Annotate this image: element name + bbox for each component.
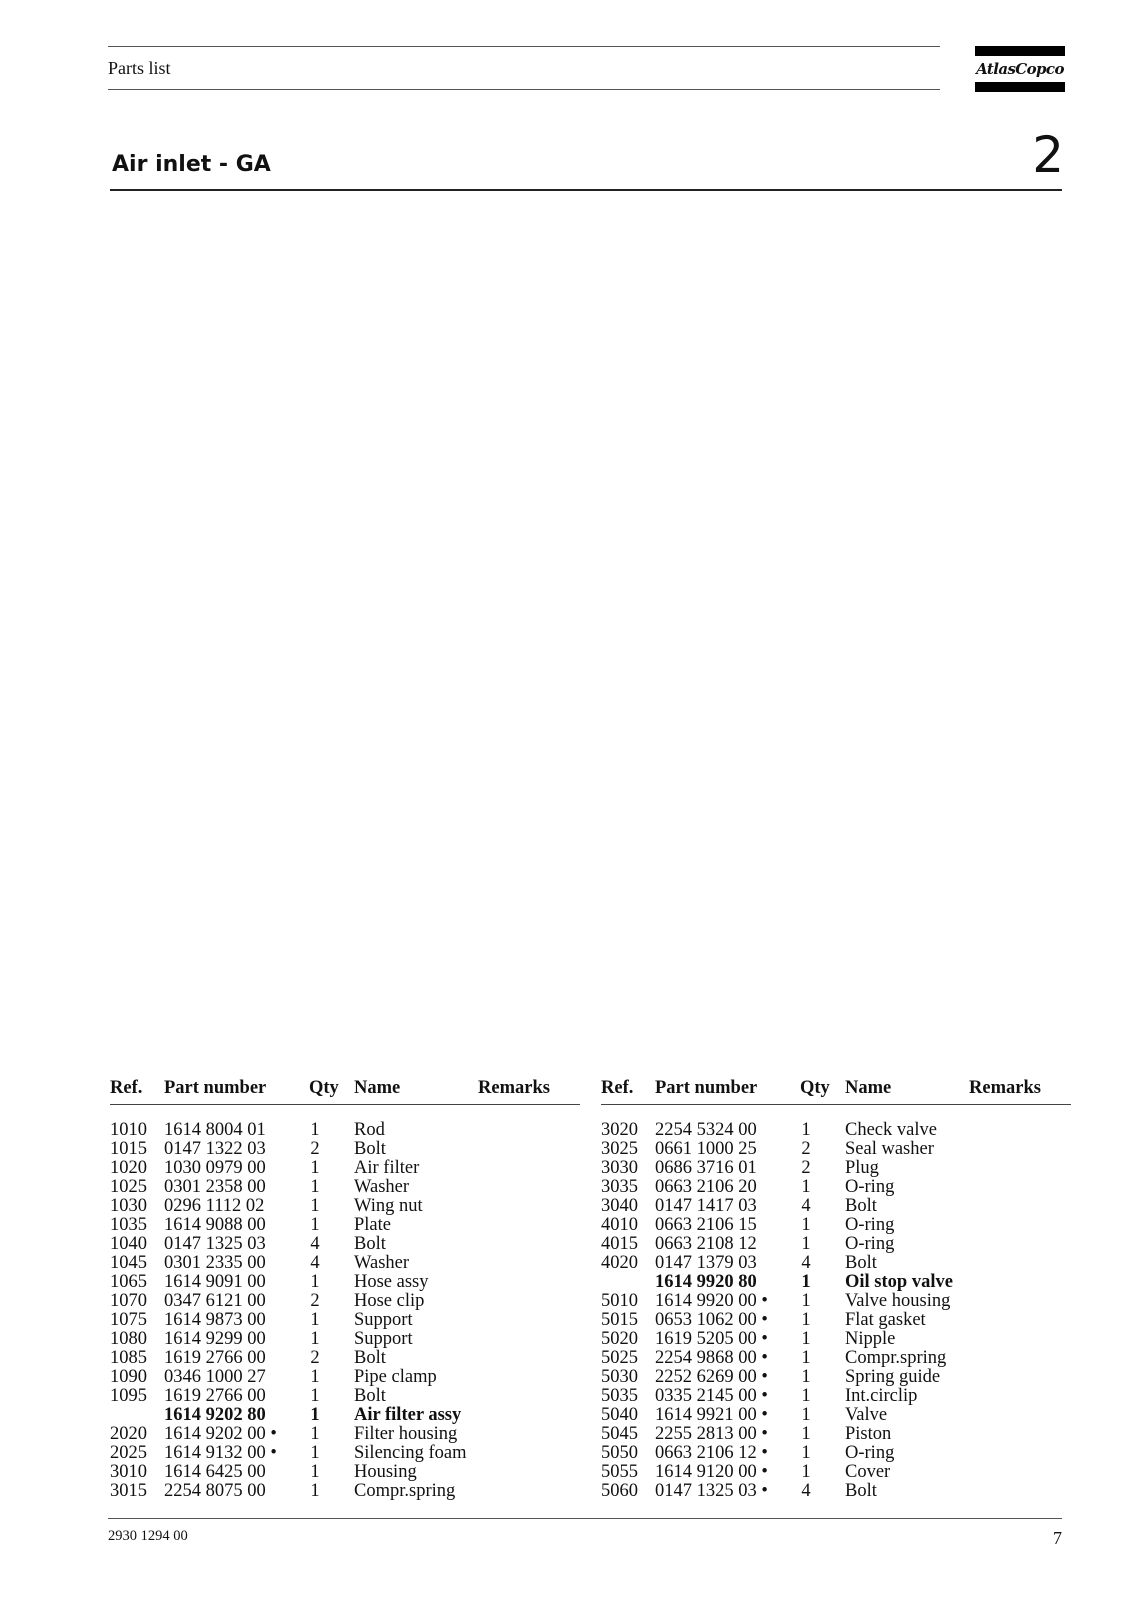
row-ref: 5010: [601, 1291, 638, 1311]
header-part-number: Part number: [655, 1078, 758, 1098]
header-label: Parts list: [108, 58, 171, 78]
row-qty: 1: [801, 1462, 811, 1482]
table-row: [110, 1254, 580, 1273]
row-qty: 1: [310, 1272, 320, 1292]
row-part-number: 0653 1062 00 •: [655, 1310, 768, 1330]
table-row: [110, 1178, 580, 1197]
section-title: Air inlet - GA: [112, 152, 271, 177]
row-qty: 1: [801, 1424, 811, 1444]
page-number: 7: [1053, 1528, 1062, 1548]
row-part-number: 0346 1000 27: [164, 1367, 266, 1387]
parts-table-right: [601, 1078, 1071, 1501]
table-row: [110, 1311, 580, 1330]
table-row: [601, 1463, 1071, 1482]
row-name: O-ring: [845, 1215, 895, 1235]
row-qty: 1: [801, 1234, 811, 1254]
row-ref: 5030: [601, 1367, 638, 1387]
row-part-number: 1614 9920 80: [655, 1272, 757, 1292]
row-qty: 4: [801, 1253, 811, 1273]
row-qty: 1: [310, 1405, 320, 1425]
row-qty: 4: [801, 1481, 811, 1501]
row-qty: 1: [801, 1348, 811, 1368]
table-row: [601, 1178, 1071, 1197]
row-qty: 1: [801, 1215, 811, 1235]
row-name: Nipple: [845, 1329, 896, 1349]
row-part-number: 0663 2108 12: [655, 1234, 757, 1254]
row-name: O-ring: [845, 1234, 895, 1254]
row-ref: 5050: [601, 1443, 638, 1463]
row-part-number: 0663 2106 15: [655, 1215, 757, 1235]
row-name: Filter housing: [354, 1424, 458, 1444]
footer-rule: [108, 1518, 1062, 1519]
table-row: [601, 1330, 1071, 1349]
row-qty: 1: [310, 1215, 320, 1235]
row-qty: 2: [310, 1291, 320, 1311]
row-qty: 1: [310, 1310, 320, 1330]
table-row: [110, 1292, 580, 1311]
section-number: 2: [1032, 126, 1064, 184]
row-ref: 1065: [110, 1272, 147, 1292]
row-qty: 1: [310, 1177, 320, 1197]
table-header: [110, 1078, 580, 1105]
row-name: Rod: [354, 1120, 385, 1140]
row-part-number: 1619 5205 00 •: [655, 1329, 768, 1349]
row-name: Bolt: [354, 1234, 386, 1254]
row-name: Bolt: [845, 1196, 877, 1216]
row-qty: 1: [801, 1120, 811, 1140]
table-row: [110, 1330, 580, 1349]
row-ref: 2025: [110, 1443, 147, 1463]
row-name: Cover: [845, 1462, 891, 1482]
row-part-number: 1619 2766 00: [164, 1386, 266, 1406]
row-ref: 1040: [110, 1234, 147, 1254]
row-part-number: 1614 9299 00: [164, 1329, 266, 1349]
row-part-number: 2254 5324 00: [655, 1120, 757, 1140]
row-name: O-ring: [845, 1177, 895, 1197]
header-qty: Qty: [309, 1078, 339, 1098]
header-bottom-rule: [108, 89, 940, 90]
table-row: [601, 1349, 1071, 1368]
row-ref: 3015: [110, 1481, 147, 1501]
header-name: Name: [845, 1078, 892, 1098]
row-ref: 4015: [601, 1234, 638, 1254]
row-part-number: 0347 6121 00: [164, 1291, 266, 1311]
row-ref: 1070: [110, 1291, 147, 1311]
row-part-number: 0301 2335 00: [164, 1253, 266, 1273]
row-ref: 1080: [110, 1329, 147, 1349]
table-row: [601, 1482, 1071, 1501]
row-qty: 1: [310, 1443, 320, 1463]
row-ref: 4020: [601, 1253, 638, 1273]
row-name: Int.circlip: [845, 1386, 918, 1406]
row-name: Piston: [845, 1424, 892, 1444]
row-name: Bolt: [354, 1139, 386, 1159]
table-row: [110, 1368, 580, 1387]
row-qty: 1: [801, 1367, 811, 1387]
row-name: Flat gasket: [845, 1310, 926, 1330]
header-name: Name: [354, 1078, 401, 1098]
section-rule: [110, 189, 1062, 191]
table-row: [110, 1425, 580, 1444]
row-part-number: 0663 2106 12 •: [655, 1443, 768, 1463]
row-qty: 1: [801, 1291, 811, 1311]
row-name: O-ring: [845, 1443, 895, 1463]
row-part-number: 0663 2106 20: [655, 1177, 757, 1197]
header-ref: Ref.: [110, 1078, 143, 1098]
table-row: [110, 1159, 580, 1178]
row-qty: 1: [310, 1462, 320, 1482]
row-ref: 4010: [601, 1215, 638, 1235]
row-part-number: 1614 9202 00 •: [164, 1424, 277, 1444]
row-qty: 4: [310, 1253, 320, 1273]
parts-table-left: [110, 1078, 580, 1501]
table-row: [601, 1387, 1071, 1406]
table-row: [601, 1254, 1071, 1273]
row-ref: 1095: [110, 1386, 147, 1406]
row-name: Air filter: [354, 1158, 420, 1178]
table-row: [110, 1140, 580, 1159]
row-ref: 1025: [110, 1177, 147, 1197]
row-part-number: 1614 9920 00 •: [655, 1291, 768, 1311]
row-name: Bolt: [354, 1386, 386, 1406]
row-qty: 1: [801, 1443, 811, 1463]
table-rows-left: [110, 1121, 580, 1501]
row-ref: 1035: [110, 1215, 147, 1235]
row-ref: 5025: [601, 1348, 638, 1368]
row-qty: 1: [801, 1310, 811, 1330]
row-name: Valve housing: [845, 1291, 951, 1311]
row-ref: 5060: [601, 1481, 638, 1501]
logo-text: AtlasCopco: [976, 60, 1064, 78]
row-part-number: 1614 6425 00: [164, 1462, 266, 1482]
row-part-number: 0147 1322 03: [164, 1139, 266, 1159]
table-row: [110, 1444, 580, 1463]
row-ref: 5020: [601, 1329, 638, 1349]
table-row: [601, 1197, 1071, 1216]
row-qty: 1: [310, 1481, 320, 1501]
row-part-number: 0661 1000 25: [655, 1139, 757, 1159]
row-ref: 3030: [601, 1158, 638, 1178]
header-ref: Ref.: [601, 1078, 634, 1098]
row-part-number: 1614 9132 00 •: [164, 1443, 277, 1463]
row-part-number: 1030 0979 00: [164, 1158, 266, 1178]
row-part-number: 0147 1417 03: [655, 1196, 757, 1216]
row-qty: 1: [310, 1120, 320, 1140]
table-row: [601, 1292, 1071, 1311]
row-ref: 1020: [110, 1158, 147, 1178]
row-part-number: 0686 3716 01: [655, 1158, 757, 1178]
row-ref: 3020: [601, 1120, 638, 1140]
row-qty: 1: [801, 1386, 811, 1406]
row-part-number: 1614 9120 00 •: [655, 1462, 768, 1482]
header-remarks: Remarks: [478, 1078, 550, 1098]
table-row: [601, 1406, 1071, 1425]
row-ref: 1085: [110, 1348, 147, 1368]
row-qty: 1: [310, 1386, 320, 1406]
row-ref: 5045: [601, 1424, 638, 1444]
row-name: Washer: [354, 1177, 410, 1197]
row-ref: 1010: [110, 1120, 147, 1140]
row-qty: 1: [801, 1177, 811, 1197]
row-name: Spring guide: [845, 1367, 941, 1387]
row-ref: 1075: [110, 1310, 147, 1330]
row-name: Bolt: [845, 1253, 877, 1273]
table-row: [110, 1387, 580, 1406]
header-top-rule: [108, 46, 940, 47]
row-name: Wing nut: [354, 1196, 423, 1216]
row-name: Check valve: [845, 1120, 937, 1140]
row-name: Seal washer: [845, 1139, 934, 1159]
row-qty: 2: [801, 1139, 811, 1159]
row-part-number: 1614 9873 00: [164, 1310, 266, 1330]
row-part-number: 1614 9202 80: [164, 1405, 266, 1425]
row-part-number: 2254 8075 00: [164, 1481, 266, 1501]
table-row: [110, 1197, 580, 1216]
row-name: Oil stop valve: [845, 1272, 953, 1292]
row-name: Plug: [845, 1158, 879, 1178]
table-row: [110, 1482, 580, 1501]
row-name: Hose clip: [354, 1291, 425, 1311]
row-part-number: 0147 1325 03: [164, 1234, 266, 1254]
table-row: [601, 1368, 1071, 1387]
row-qty: 1: [801, 1405, 811, 1425]
row-ref: 5015: [601, 1310, 638, 1330]
atlas-copco-logo: [975, 46, 1065, 92]
row-name: Support: [354, 1329, 413, 1349]
row-part-number: 2254 9868 00 •: [655, 1348, 768, 1368]
row-qty: 2: [310, 1348, 320, 1368]
row-part-number: 0301 2358 00: [164, 1177, 266, 1197]
row-part-number: 0335 2145 00 •: [655, 1386, 768, 1406]
row-name: Valve: [845, 1405, 888, 1425]
row-name: Silencing foam: [354, 1443, 467, 1463]
row-part-number: 0147 1379 03: [655, 1253, 757, 1273]
row-ref: 1015: [110, 1139, 147, 1159]
table-header: [601, 1078, 1071, 1105]
table-row: [110, 1349, 580, 1368]
row-name: Bolt: [845, 1481, 877, 1501]
table-row: [601, 1273, 1071, 1292]
row-qty: 1: [310, 1329, 320, 1349]
table-row: [110, 1406, 580, 1425]
row-name: Pipe clamp: [354, 1367, 437, 1387]
row-qty: 2: [801, 1158, 811, 1178]
row-ref: 3040: [601, 1196, 638, 1216]
table-row: [601, 1444, 1071, 1463]
row-qty: 4: [801, 1196, 811, 1216]
table-row: [601, 1235, 1071, 1254]
row-qty: 1: [310, 1196, 320, 1216]
row-qty: 1: [310, 1367, 320, 1387]
table-row: [601, 1216, 1071, 1235]
row-ref: 5035: [601, 1386, 638, 1406]
row-name: Support: [354, 1310, 413, 1330]
row-ref: 1030: [110, 1196, 147, 1216]
row-part-number: 2255 2813 00 •: [655, 1424, 768, 1444]
logo-bar-bottom: [975, 82, 1065, 92]
row-name: Plate: [354, 1215, 391, 1235]
table-row: [110, 1121, 580, 1140]
header-remarks: Remarks: [969, 1078, 1041, 1098]
row-ref: 3010: [110, 1462, 147, 1482]
table-row: [110, 1216, 580, 1235]
row-qty: 2: [310, 1139, 320, 1159]
row-part-number: 1614 8004 01: [164, 1120, 266, 1140]
document-number: 2930 1294 00: [108, 1528, 188, 1544]
table-row: [601, 1159, 1071, 1178]
header-part-number: Part number: [164, 1078, 267, 1098]
row-part-number: 0147 1325 03 •: [655, 1481, 768, 1501]
row-part-number: 1614 9091 00: [164, 1272, 266, 1292]
row-qty: 4: [310, 1234, 320, 1254]
row-name: Washer: [354, 1253, 410, 1273]
row-ref: 5040: [601, 1405, 638, 1425]
row-part-number: 1619 2766 00: [164, 1348, 266, 1368]
row-qty: 1: [801, 1329, 811, 1349]
table-row: [110, 1463, 580, 1482]
row-name: Hose assy: [354, 1272, 429, 1292]
row-name: Compr.spring: [354, 1481, 456, 1501]
row-part-number: 1614 9088 00: [164, 1215, 266, 1235]
row-ref: 1045: [110, 1253, 147, 1273]
row-ref: 1090: [110, 1367, 147, 1387]
table-row: [601, 1311, 1071, 1330]
table-row: [601, 1121, 1071, 1140]
row-qty: 1: [310, 1158, 320, 1178]
row-ref: 3025: [601, 1139, 638, 1159]
table-rows-right: [601, 1121, 1071, 1501]
table-row: [601, 1140, 1071, 1159]
row-qty: 1: [801, 1272, 811, 1292]
header-qty: Qty: [800, 1078, 830, 1098]
table-row: [110, 1273, 580, 1292]
row-part-number: 2252 6269 00 •: [655, 1367, 768, 1387]
row-name: Bolt: [354, 1348, 386, 1368]
row-ref: 3035: [601, 1177, 638, 1197]
row-name: Air filter assy: [354, 1405, 462, 1425]
row-name: Compr.spring: [845, 1348, 947, 1368]
logo-bar-top: [975, 46, 1065, 56]
table-row: [601, 1425, 1071, 1444]
row-qty: 1: [310, 1424, 320, 1444]
row-ref: 2020: [110, 1424, 147, 1444]
table-row: [110, 1235, 580, 1254]
row-part-number: 0296 1112 02: [164, 1196, 265, 1216]
row-part-number: 1614 9921 00 •: [655, 1405, 768, 1425]
row-name: Housing: [354, 1462, 417, 1482]
row-ref: 5055: [601, 1462, 638, 1482]
